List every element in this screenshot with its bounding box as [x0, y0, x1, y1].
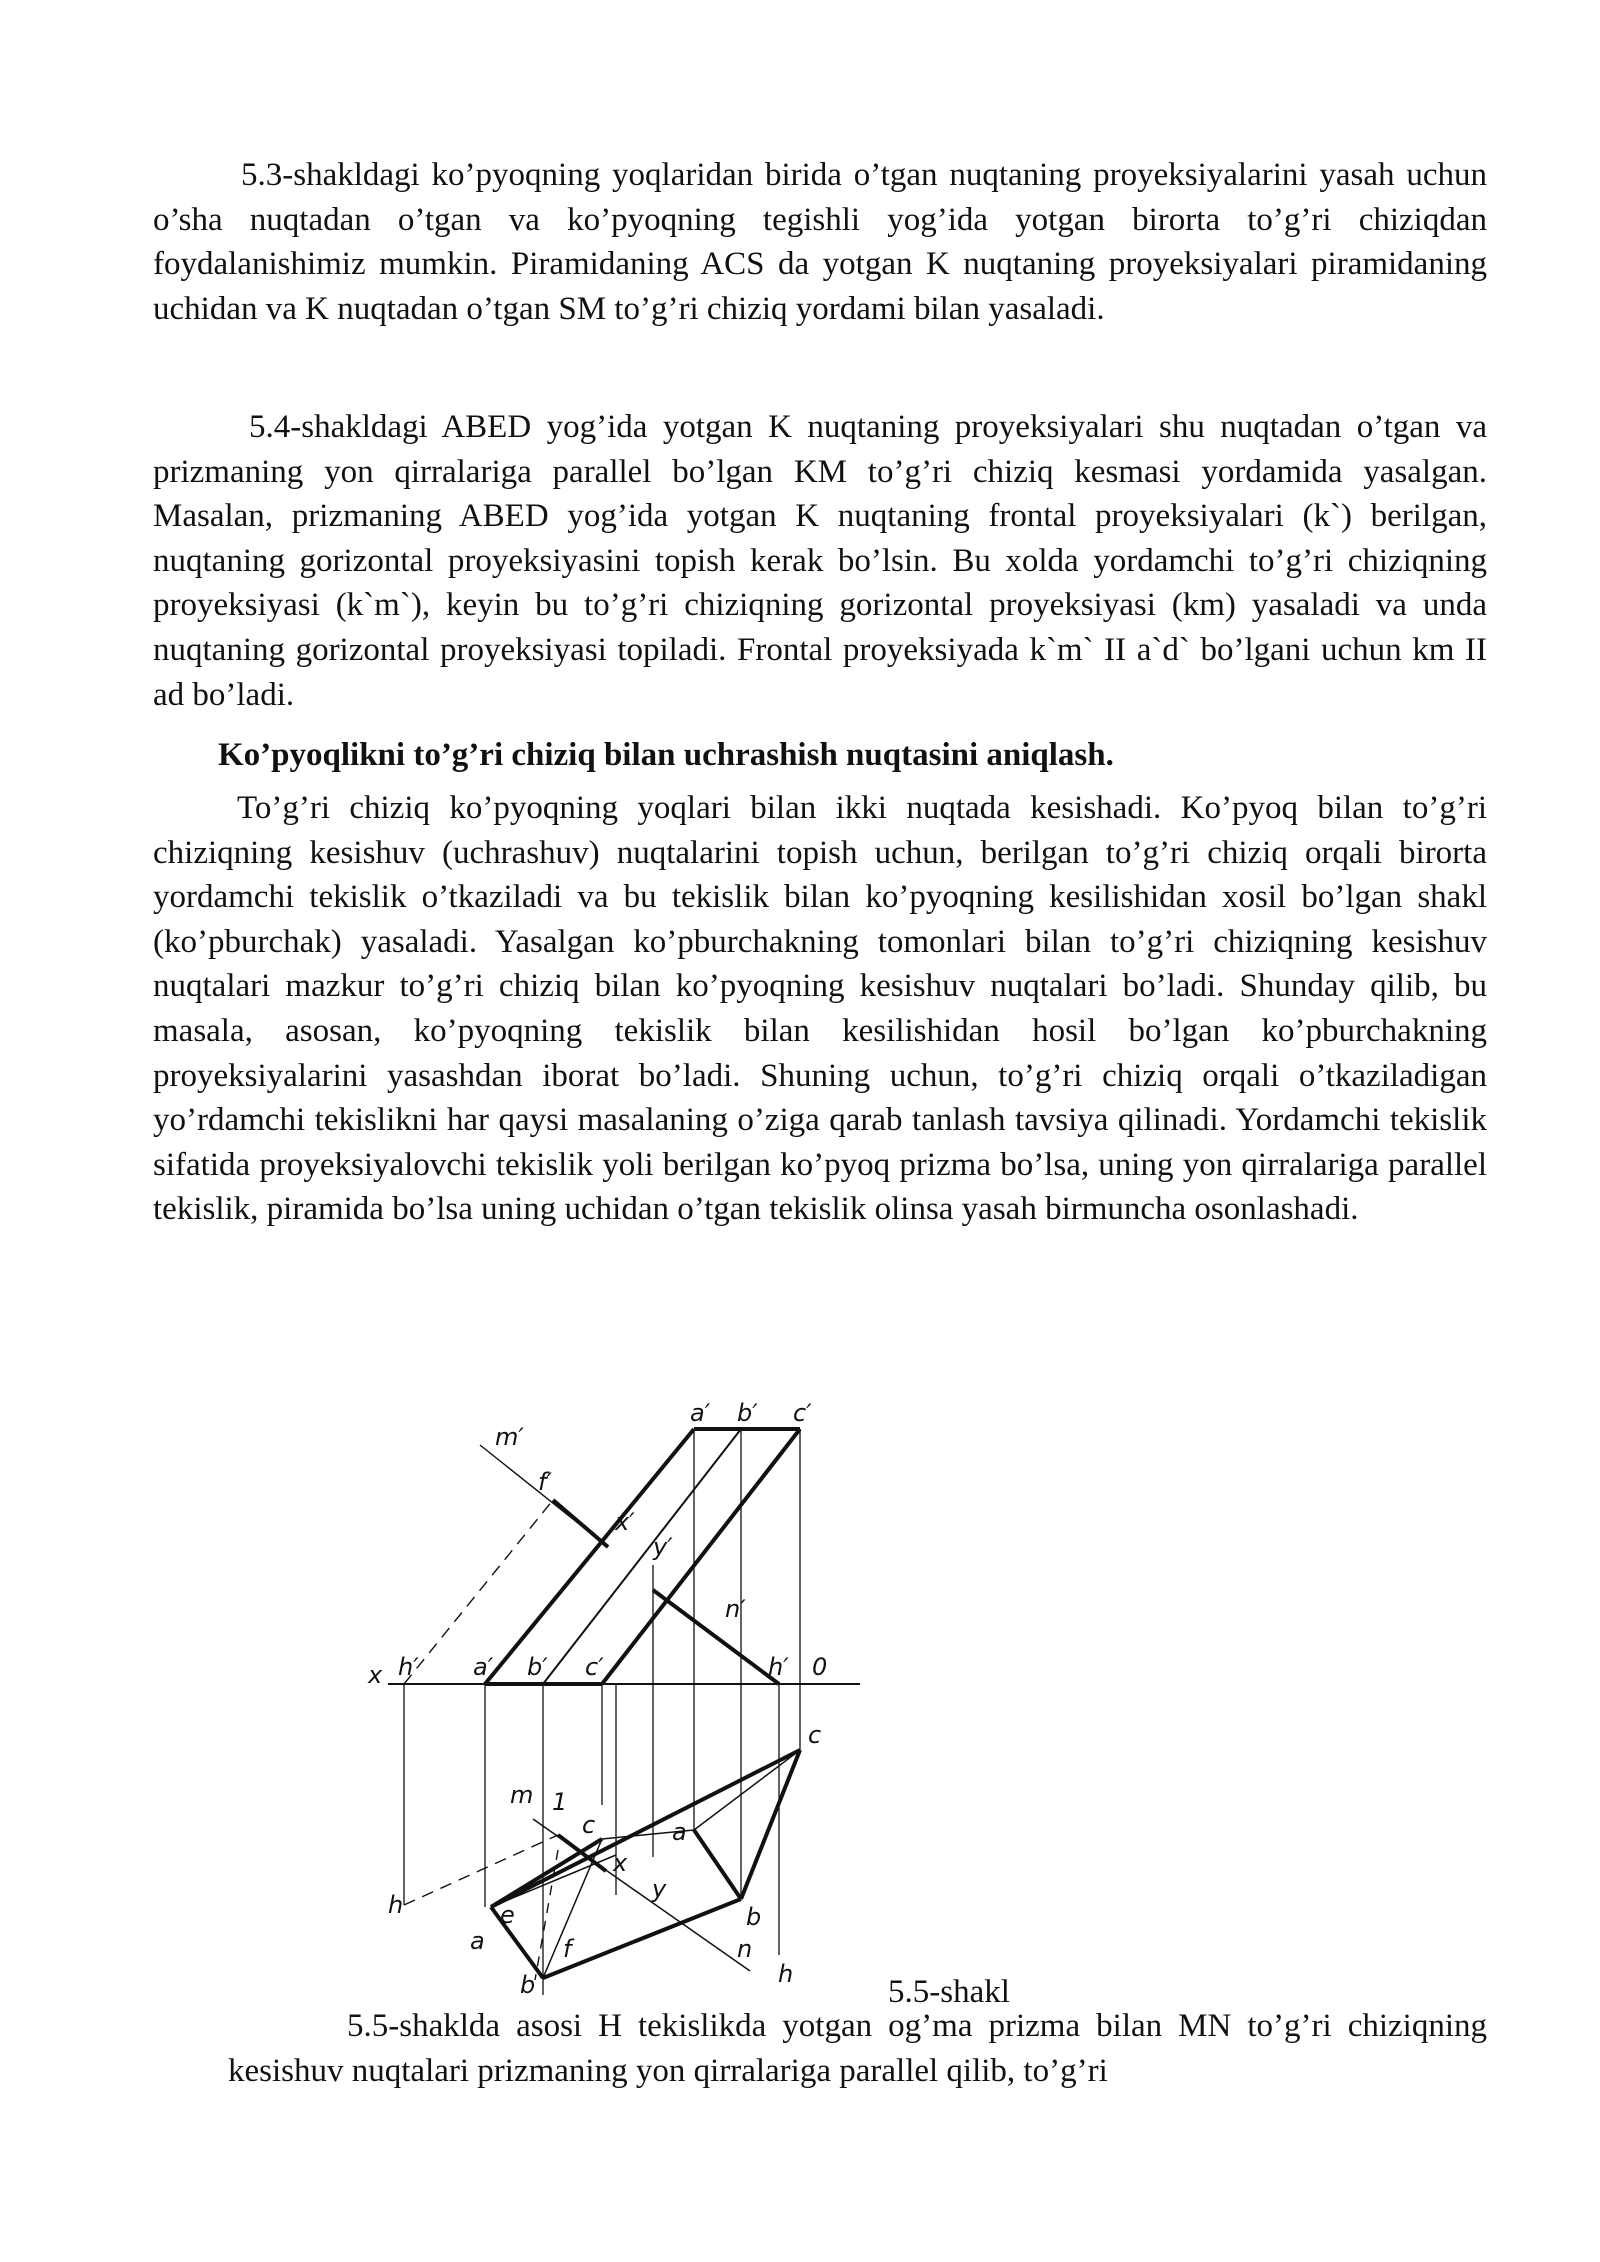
- lateral-b-b1: [543, 1899, 741, 1978]
- auxiliary-trace-horizontal: [404, 1835, 558, 1905]
- paragraph-2: 5.4-shakldagi ABED yog’ida yotgan K nuqtaning proyeksiyalari shu nuqtadan o’tgan va prizmaning yon qirralariga parallel bo’lgan KM to’g’ri chiziq kesmasi yordamida yasalgan. Masalan, prizmaning ABED yog’ida yotgan K nuqtaning frontal proyeksiyalari (k`) berilgan, nuqtaning gorizontal proyeksiyasini topish kerak bo’lsin. Bu xolda yordamchi to’g’ri chiziqning proyeksiyasi (k`m`), keyin bu to’g’ri chiziqning gorizontal proyeksiyasi (km) yasaladi va unda nuqtaning gorizontal proyeksiyasi topiladi. Frontal proyeksiyada k`m` II a`d` bo’lgani uchun km II ad bo’ladi.: [153, 409, 1487, 713]
- lateral-a-c1: [491, 1750, 800, 1907]
- label-a: a: [470, 1927, 485, 1955]
- label-h: h: [778, 1960, 794, 1988]
- label-x-axis: x: [368, 1661, 383, 1689]
- label-y: y: [652, 1875, 667, 1903]
- figure-caption: 5.5-shakl: [888, 1974, 1010, 2010]
- label-n-prime: n′: [725, 1595, 746, 1623]
- lateral-edge-c: [602, 1429, 800, 1684]
- paragraph-4: 5.5-shakldа asosi H tekislikda yotgan og’ma prizma bilan MN to’g’ri chiziqning kesishuv nuqtalari prizmaning yon qirralariga parallel qilib, to’g’ri: [228, 2008, 1487, 2089]
- figure-5-5: [360, 1385, 880, 2000]
- lateral-edge-b: [543, 1429, 741, 1684]
- label-c: c: [582, 1811, 596, 1839]
- label-b1-prime: b′: [737, 1399, 758, 1427]
- label-c1: c: [808, 1721, 822, 1749]
- label-e: e: [500, 1901, 515, 1929]
- label-h-prime: h′: [768, 1653, 789, 1681]
- line-mn-frontal-visible-2: [653, 1590, 779, 1684]
- paragraph-3: To’g’ri chiziq ko’pyoqning yoqlari bilan ikki nuqtada kesishadi. Ko’pyoq bilan to’g’ri chiziqning kesishuv (uchrashuv) nuqtalarini topish uchun, berilgan to’g’ri chiziq orqali birorta yordamchi tekislik o’tkaziladi va bu tekislik bilan ko’pyoqning kesilishidan xosil bo’lgan shakl (ko’pburchak) yasaladi. Yasalgan ko’pburchakning tomonlari bilan to’g’ri chiziqning kesishuv nuqtalari mazkur to’g’ri chiziq bilan ko’pyoqning kesishuv nuqtalari bo’ladi. Shunday qilib, bu masala, asosan, ko’pyoqning tekislik bilan kesilishidan hosil bo’lgan ko’pburchakning proyeksiyalarini yasashdan iborat bo’ladi. Shuning uchun, to’g’ri chiziq orqali o’tkaziladigan yo’rdamchi tekislikni har qaysi masalaning o’ziga qarab tanlash tavsiya qilinadi. Yordamchi tekislik sifatida proyeksiyalovchi tekislik yoli berilgan ko’pyoq prizma bo’lsa, uning yon qirralariga parallel tekislik, piramida bo’lsa uning uchidan o’tgan tekislik olinsa yasah birmuncha osonlashadi.: [153, 790, 1487, 1228]
- label-b: b: [520, 1971, 536, 1995]
- base-ab: [491, 1907, 543, 1978]
- label-m-prime: m′: [495, 1423, 524, 1451]
- label-m: m: [510, 1781, 534, 1809]
- auxiliary-line-f: [535, 1850, 558, 1980]
- label-x: x: [613, 1849, 628, 1877]
- label-y-prime: y′: [653, 1533, 673, 1561]
- top-a1b1: [694, 1830, 741, 1899]
- label-a-prime: a′: [473, 1653, 494, 1681]
- label-h1-prime: h′: [398, 1653, 419, 1681]
- line-mn-frontal-visible: [553, 1500, 608, 1547]
- label-zero: 0: [812, 1653, 828, 1681]
- label-n: n: [737, 1935, 753, 1963]
- label-a1-prime: a′: [690, 1399, 711, 1427]
- label-h1: h: [388, 1891, 404, 1919]
- label-b1: b: [746, 1903, 762, 1931]
- paragraph-1: 5.3-shakldagi ko’pyoqning yoqlaridan birida o’tgan nuqtaning proyeksiyalarini yasah uchun o’sha nuqtadan o’tgan va ko’pyoqning tegishli yog’ida yotgan birorta to’g’ri chiziqdan foydalanishimiz mumkin. Piramidaning ACS da yotgan K nuqtaning proyeksiyalari piramidaning uchidan va K nuqtadan o’tgan SM to’g’ri chiziq yordami bilan yasaladi.: [153, 157, 1487, 327]
- label-f-prime: f′: [538, 1468, 552, 1496]
- label-f: f: [563, 1935, 572, 1963]
- label-one: 1: [552, 1788, 568, 1816]
- label-b-prime: b′: [527, 1653, 548, 1681]
- label-x-prime: x′: [615, 1508, 635, 1536]
- label-c-prime: c′: [585, 1653, 604, 1681]
- label-a1: a: [672, 1818, 687, 1846]
- prism-line-intersection-drawing: [360, 1385, 880, 1995]
- label-c1-prime: c′: [793, 1399, 812, 1427]
- section-heading: Ko’pyoqlikni to’g’ri chiziq bilan uchrashish nuqtasini aniqlash.: [218, 737, 1114, 773]
